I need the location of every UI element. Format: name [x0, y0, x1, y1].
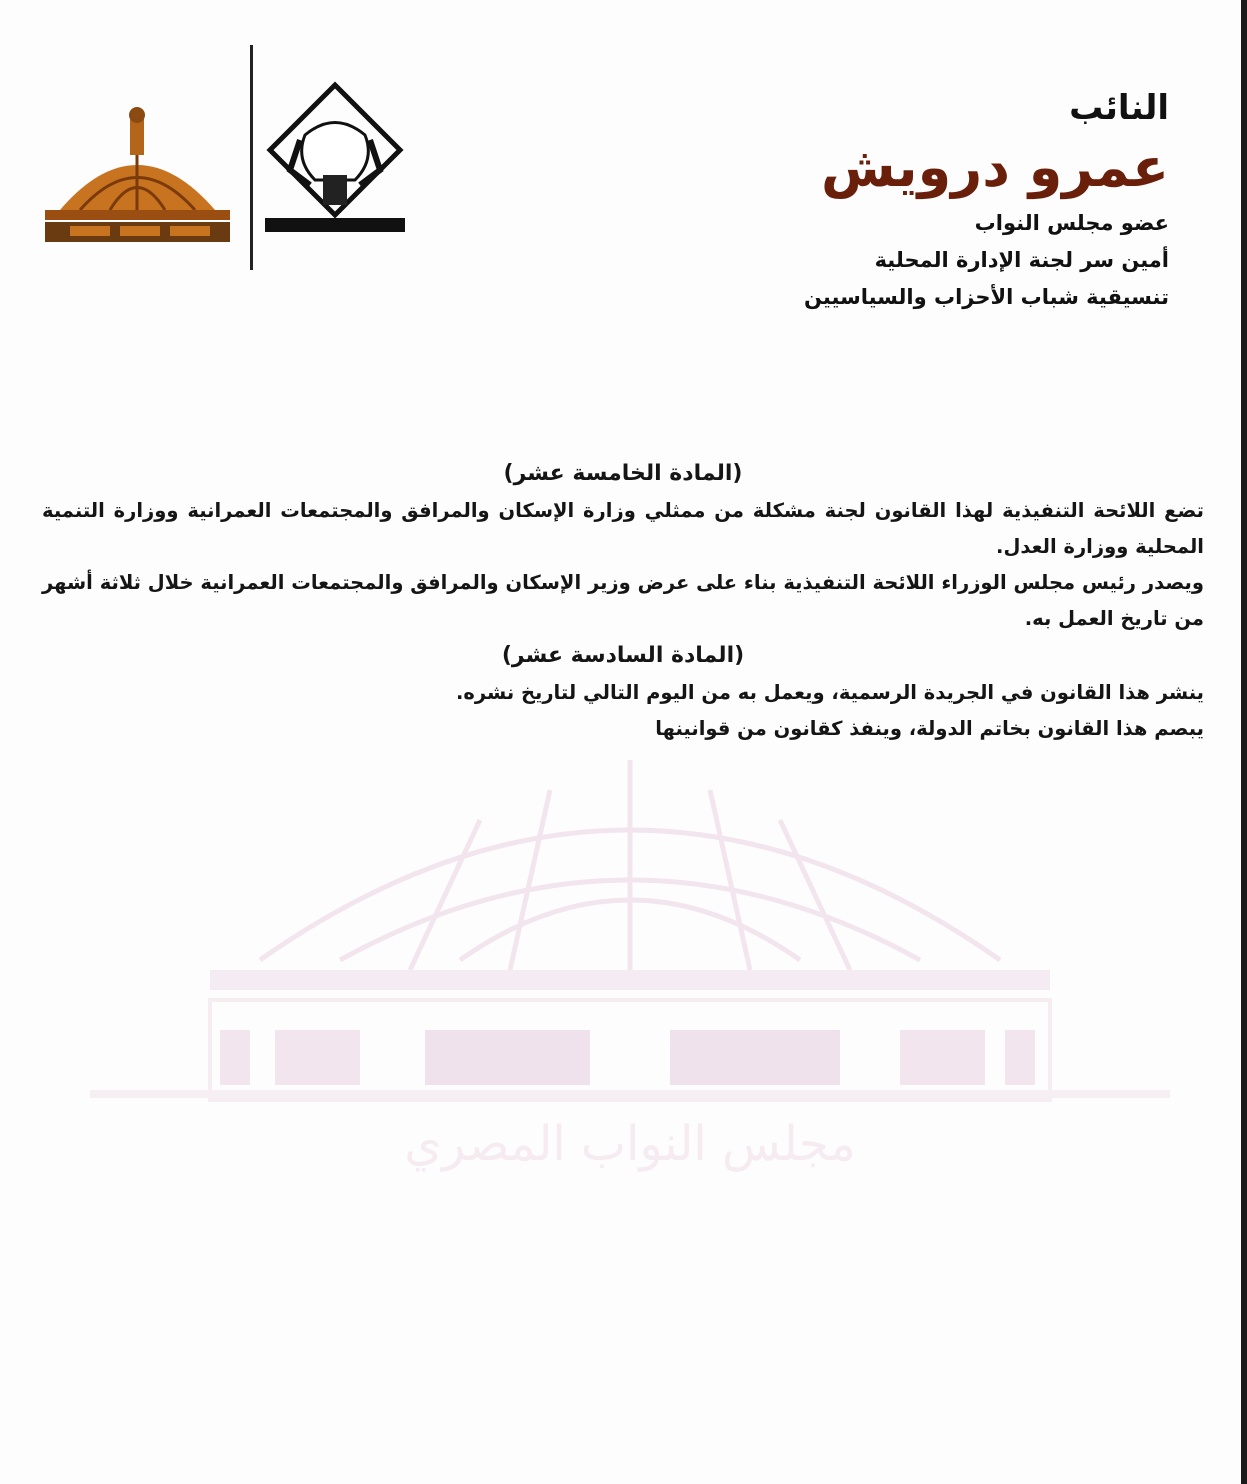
parliament-dome-logo-icon: [40, 100, 235, 250]
scan-edge: [1241, 0, 1247, 1484]
parliament-watermark-icon: [80, 760, 1180, 1200]
article-16-paragraph-1: ينشر هذا القانون في الجريدة الرسمية، ويعمل به من اليوم التالي لتاريخ نشره.: [455, 681, 1204, 704]
article-16-paragraph-2: يبصم هذا القانون بخاتم الدولة، وينفذ كقانون من قوانينها: [655, 717, 1204, 740]
article-15-paragraph-2: ويصدر رئيس مجلس الوزراء اللائحة التنفيذية بناء على عرض وزير الإسكان والمرافق والمجتمعات العمرانية خلال ثلاثة أشهر من تاريخ العمل به.: [42, 571, 1204, 630]
header-logos: [40, 45, 420, 275]
member-title: النائب: [1069, 88, 1169, 128]
article-16-heading: (المادة السادسة عشر): [501, 643, 745, 668]
watermark-text: مجلس النواب المصري: [404, 1116, 856, 1172]
law-articles: [42, 455, 1204, 747]
logo-divider: [250, 45, 253, 270]
member-role-3: تنسيقية شباب الأحزاب والسياسيين: [804, 285, 1169, 309]
member-header: [609, 85, 1169, 316]
article-15-heading: (المادة الخامسة عشر): [503, 461, 743, 486]
youth-coordination-logo-icon: [265, 80, 405, 235]
member-role-2: أمين سر لجنة الإدارة المحلية: [874, 248, 1169, 272]
article-15-paragraph-1: تضع اللائحة التنفيذية لهذا القانون لجنة مشكلة من ممثلي وزارة الإسكان والمرافق والمجتمعات العمرانية ووزارة التنمية المحلية ووزارة العدل.: [42, 499, 1204, 558]
member-role-1: عضو مجلس النواب: [974, 211, 1169, 235]
member-name: عمرو درويش: [820, 136, 1169, 199]
